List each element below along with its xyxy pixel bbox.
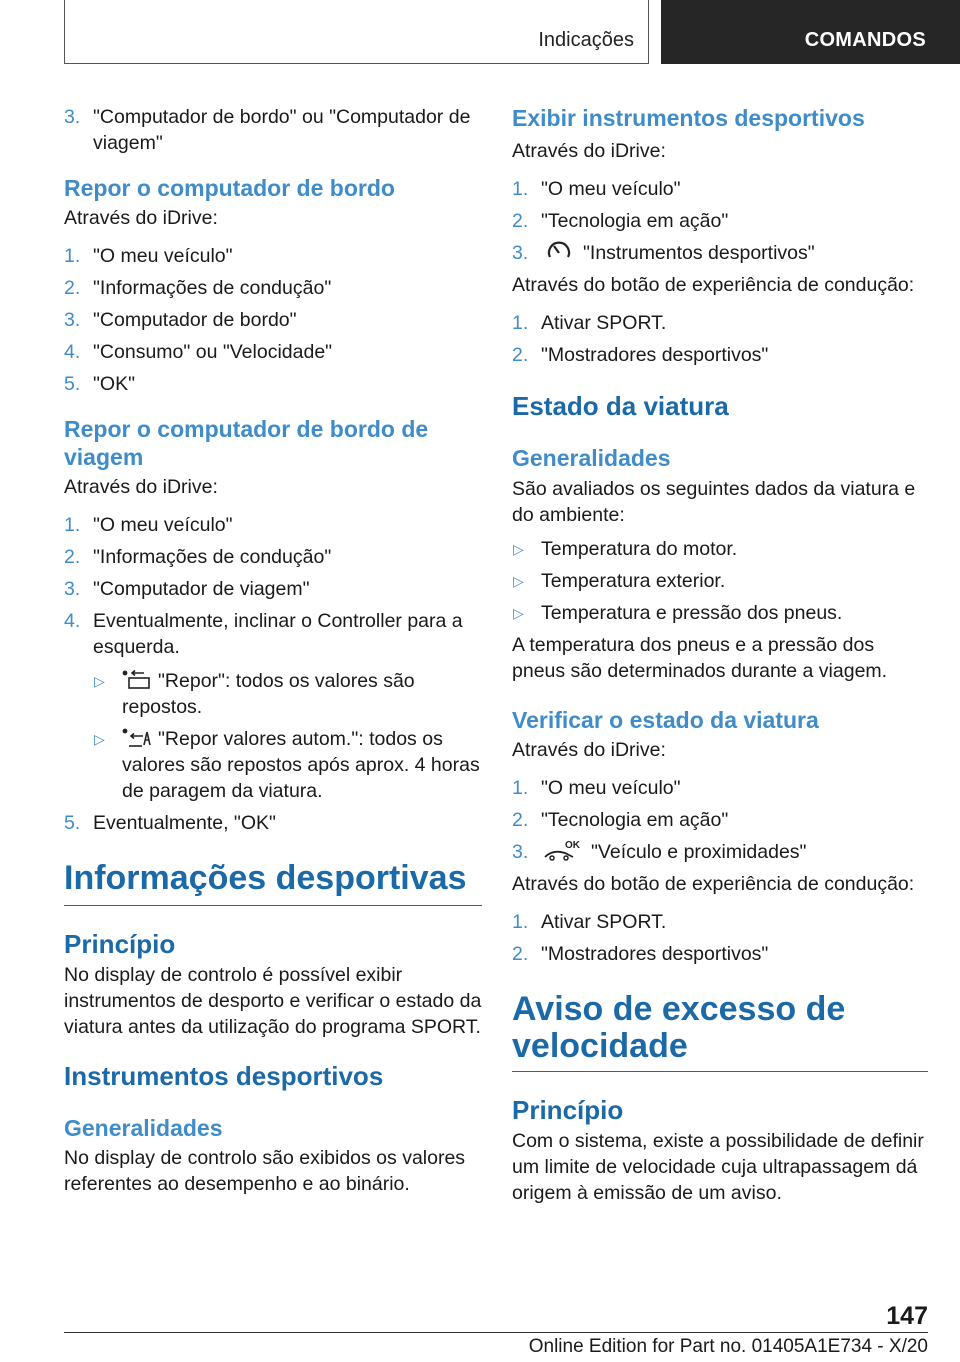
triangle-bullet-icon: ▷ [513, 573, 524, 589]
intro-text: Através do botão de experiência de condução: [512, 274, 915, 296]
principle-heading: Princípio [64, 929, 176, 959]
header-chapter-label: COMANDOS [804, 29, 926, 51]
sport-gauge-icon [545, 240, 573, 262]
list-item: 1. "O meu veículo" [64, 245, 233, 267]
triangle-bullet-icon: ▷ [513, 605, 524, 621]
general-heading: Generalidades [512, 445, 671, 471]
list-item: 5. Eventualmente, "OK" [64, 812, 276, 834]
list-item: 3. "Computador de bordo" ou "Computador de viagem" [64, 106, 471, 154]
svg-text:OK: OK [565, 840, 580, 851]
list-item: 4. "Consumo" ou "Velocidade" [64, 341, 333, 363]
status-data-list [512, 536, 928, 626]
header-section-label: Indicações [538, 29, 634, 51]
list-item: 2. "Tecnologia em ação" [512, 210, 729, 232]
reset-trip-steps [64, 243, 482, 397]
left-column [64, 104, 482, 1197]
intro-text: Através do botão de experiência de condução: [512, 873, 915, 895]
intro-text: Através do iDrive: [64, 207, 218, 229]
list-item: 2. "Informações de condução" [64, 546, 332, 568]
section-heading-vehicle-status: Estado da viatura [512, 391, 729, 421]
list-item: 1. "O meu veículo" [512, 777, 681, 799]
reset-travel-steps [64, 512, 482, 836]
check-status-steps [512, 775, 928, 865]
vehicle-ok-icon [543, 839, 583, 861]
driving-experience-steps [512, 310, 928, 368]
driving-experience-steps-2 [512, 909, 928, 967]
triangle-bullet-icon: ▷ [94, 731, 105, 747]
general-heading: Generalidades [64, 1115, 223, 1141]
instruments-heading: Instrumentos desportivos [64, 1061, 384, 1091]
triangle-bullet-icon: ▷ [513, 541, 524, 557]
list-item: 1. "O meu veículo" [64, 514, 233, 536]
reset-options [93, 668, 482, 804]
list-item: 1. Ativar SPORT. [512, 312, 667, 334]
chapter-title-sport-info: Informações desportivas [64, 860, 482, 906]
intro-text: Através do iDrive: [64, 476, 218, 498]
show-instruments-steps [512, 176, 928, 266]
list-item: 2. "Tecnologia em ação" [512, 809, 729, 831]
list-item: 5. "OK" [64, 373, 136, 395]
section-heading-show-instruments: Exibir instrumentos desportivos [512, 105, 865, 131]
list-item: ▷ Temperatura e pressão dos pneus. [513, 602, 843, 624]
footer-edition: Online Edition for Part no. 01405A1E734 - X/20 [528, 1336, 928, 1357]
list-item: 2. "Mostradores desportivos" [512, 943, 769, 965]
intro-text: Através do iDrive: [512, 140, 666, 162]
general-text: No display de controlo são exibidos os valores referentes ao desempenho e ao binário. [64, 1147, 466, 1195]
principle-text: Com o sistema, existe a possibilidade de definir um limite de velocidade cuja ultrapassagem dá origem à emissão de um aviso. [512, 1130, 924, 1204]
footer-divider [64, 1332, 928, 1333]
list-item: 4. Eventualmente, inclinar o Controller para a esquerda. ▷ "Repor": todos os valores são repostos. ▷ "Repor valores autom.": todos os valores são repostos após aprox. 4 horas de paragem da viatura. [64, 608, 482, 804]
list-item: 1. Ativar SPORT. [512, 911, 667, 933]
list-item: ▷ "Repor": todos os valores são repostos. [94, 670, 415, 718]
list-item: 2. "Informações de condução" [64, 277, 332, 299]
list-item: ▷ Temperatura exterior. [513, 570, 726, 592]
reset-icon [122, 670, 152, 690]
principle-text: No display de controlo é possível exibir instrumentos de desporto e verificar o estado da viatura antes da utilização do programa SPORT. [64, 964, 482, 1038]
trip-computer-item-3 [64, 104, 482, 156]
list-item: 3. "Computador de viagem" [64, 578, 310, 600]
list-item: ▷ "Repor valores autom.": todos os valores são repostos após aprox. 4 horas de paragem da viatura. [94, 728, 480, 802]
general-text: São avaliados os seguintes dados da viatura e do ambiente: [512, 478, 916, 526]
auto-reset-icon [122, 728, 152, 748]
list-item: 3. "Instrumentos desportivos" [512, 242, 815, 264]
section-heading-check-status: Verificar o estado da viatura [512, 707, 819, 733]
page-number: 147 [886, 1302, 928, 1330]
right-column [512, 104, 928, 1206]
list-item: 1. "O meu veículo" [512, 178, 681, 200]
list-item: 2. "Mostradores desportivos" [512, 344, 769, 366]
chapter-title-speed-warning: Aviso de excesso de velocidade [512, 991, 928, 1072]
section-heading-reset-travel: Repor o computador de bordo de viagem [64, 416, 429, 470]
tyres-text: A temperatura dos pneus e a pressão dos pneus são determinados durante a viagem. [512, 634, 888, 682]
list-item: 3. "Computador de bordo" [64, 309, 297, 331]
list-item: 3. OK "Veículo e proximidades" [512, 840, 807, 863]
header-section-tab [64, 0, 649, 64]
section-heading-reset-trip: Repor o computador de bordo [64, 175, 395, 201]
intro-text: Através do iDrive: [512, 739, 666, 761]
header-chapter-tab [661, 0, 960, 64]
principle-heading: Princípio [512, 1095, 624, 1125]
triangle-bullet-icon: ▷ [94, 673, 105, 689]
list-item: ▷ Temperatura do motor. [513, 538, 738, 560]
